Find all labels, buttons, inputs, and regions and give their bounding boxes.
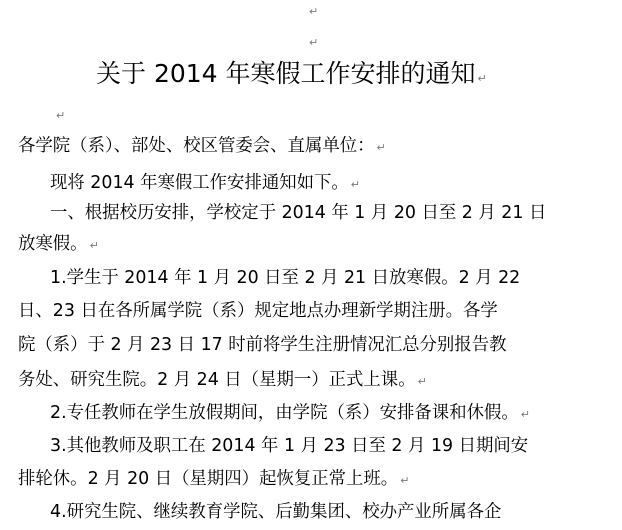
item1-line3 (18, 333, 506, 357)
paragraph-mark-icon: ↵ (56, 109, 66, 122)
paragraph-mark-icon: ↵ (350, 178, 361, 191)
paragraph-mark-icon: ↵ (309, 5, 319, 18)
paragraph-mark-icon: ↵ (400, 474, 410, 487)
title-text: 关于 2014 年寒假工作安排的通知 (96, 59, 476, 88)
section1-text: 一、根据校历安排，学校定于 2014 年 1 月 20 日至 2 月 21 日 (50, 203, 547, 223)
paragraph-mark-icon: ↵ (309, 36, 319, 49)
document-title (96, 58, 487, 95)
item4-text: 4.研究生院、继续教育学院、后勤集团、校办产业所属各企 (50, 502, 502, 522)
item2-text: 2.专任教师在学生放假期间，由学院（系）安排备课和休假。 (50, 403, 519, 423)
item3-line2 (18, 467, 409, 493)
item3-text: 3.其他教师及职工在 2014 年 1 月 23 日至 2 月 19 日期间安 (50, 436, 529, 456)
item1-line1 (50, 266, 520, 290)
salutation-line (18, 134, 386, 160)
item1-line2 (18, 299, 498, 323)
paragraph-mark-icon: ↵ (89, 239, 99, 252)
salutation-text: 各学院（系）、部处、校区管委会、直属单位： (18, 136, 375, 156)
item1-text: 日、23 日在各所属学院（系）规定地点办理新学期注册。各学 (18, 301, 498, 321)
item1-text: 院（系）于 2 月 23 日 17 时前将学生注册情况汇总分别报告教 (18, 335, 507, 355)
intro-line (50, 171, 360, 197)
section1-line2 (18, 232, 99, 258)
paragraph-mark-icon: ↵ (520, 408, 530, 421)
item3-line1 (50, 434, 528, 458)
item1-line4 (18, 368, 427, 394)
paragraph-mark-icon: ↵ (477, 72, 487, 85)
item1-text: 1.学生于 2014 年 1 月 20 日至 2 月 21 日放寒假。2 月 22 (50, 268, 521, 288)
section1-text: 放寒假。 (18, 234, 88, 254)
intro-text: 现将 2014 年寒假工作安排通知如下。 (50, 173, 349, 193)
item4-line1 (50, 500, 501, 524)
paragraph-mark-icon: ↵ (376, 141, 386, 154)
item2-line1 (50, 401, 530, 427)
section1-line1 (50, 201, 546, 225)
item3-text: 排轮休。2 月 20 日（星期四）起恢复正常上班。 (18, 469, 399, 489)
paragraph-mark-icon: ↵ (417, 375, 427, 388)
item1-text: 务处、研究生院。2 月 24 日（星期一）正式上课。 (18, 370, 416, 390)
